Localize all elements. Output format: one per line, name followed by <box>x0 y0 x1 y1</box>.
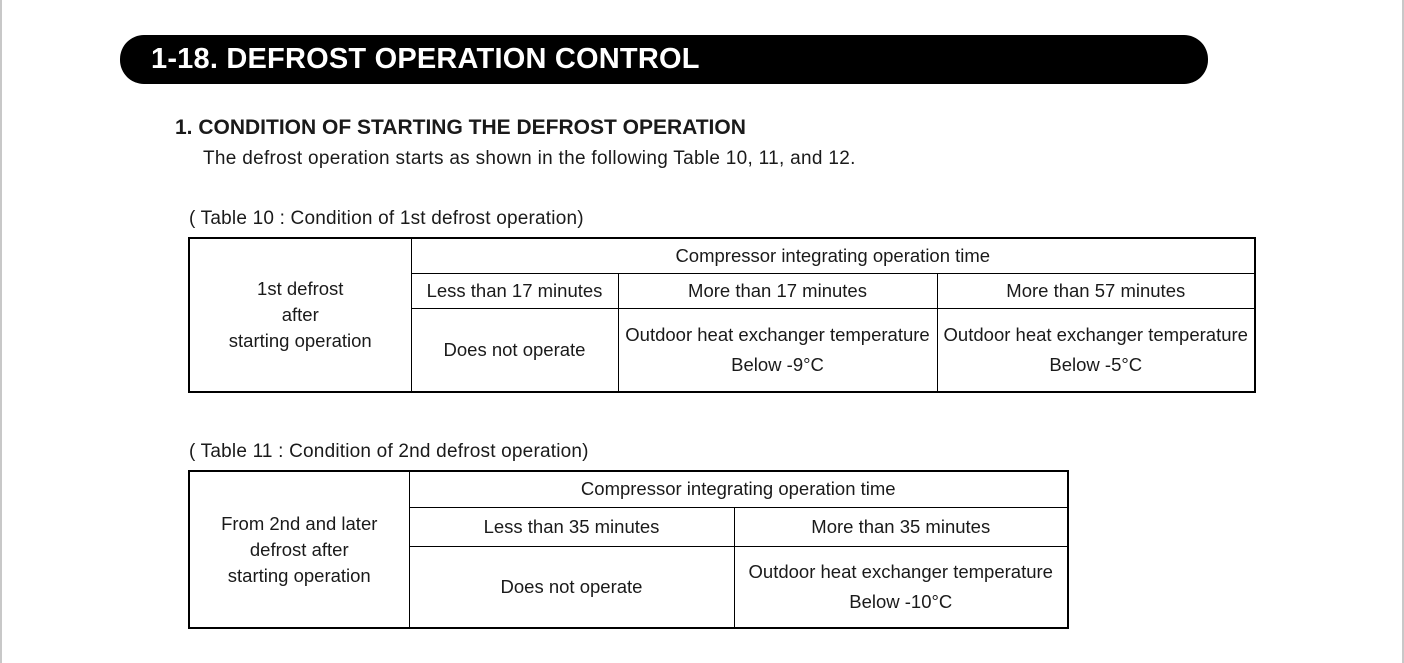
table10-row-header <box>189 238 411 392</box>
table10-cell-1-text: Does not operate <box>443 338 586 360</box>
table10-cell-1 <box>411 308 618 392</box>
table10-col-header-3: More than 57 minutes <box>937 273 1255 308</box>
table11-row-header-line3: starting operation <box>227 564 371 586</box>
table10-cell-3-line2: Below -5°C <box>1049 353 1143 375</box>
table11-cell-2-line1: Outdoor heat exchanger temperature <box>748 560 1053 582</box>
table11-cell-1 <box>409 546 734 628</box>
table10-cell-2 <box>618 308 937 392</box>
table11-row-header-line1: From 2nd and later <box>221 512 378 534</box>
page-left-border <box>0 0 2 663</box>
table11-cell-2 <box>734 546 1068 628</box>
table11-row-header <box>189 471 409 628</box>
table11-col-header-1: Less than 35 minutes <box>409 507 734 546</box>
section-title: 1-18. DEFROST OPERATION CONTROL <box>120 35 1208 84</box>
table10-cell-3-line1: Outdoor heat exchanger temperature <box>943 323 1248 345</box>
table10-row-header-line2: after <box>281 304 319 325</box>
table11-col-header-2: More than 35 minutes <box>734 507 1068 546</box>
table10-cell-2-line2: Below -9°C <box>731 353 824 375</box>
table10-cell-2-line1: Outdoor heat exchanger temperature <box>625 323 930 345</box>
table10-row-header-line1: 1st defrost <box>257 278 344 299</box>
intro-text: The defrost operation starts as shown in the following Table 10, 11, and 12. <box>203 148 856 169</box>
table10-cell-3 <box>937 308 1255 392</box>
table10-col-header-2: More than 17 minutes <box>618 273 937 308</box>
table10-col-header-1: Less than 17 minutes <box>411 273 618 308</box>
table10 <box>188 237 1256 393</box>
table11-cell-2-line2: Below -10°C <box>849 590 953 612</box>
table11-caption: ( Table 11 : Condition of 2nd defrost operation) <box>189 441 589 462</box>
table11 <box>188 470 1069 629</box>
table11-row-header-line2: defrost after <box>249 538 349 560</box>
table11-group-header: Compressor integrating operation time <box>409 471 1068 507</box>
table11-cell-1-text: Does not operate <box>500 575 643 597</box>
subsection-title: 1. CONDITION OF STARTING THE DEFROST OPERATION <box>175 116 746 139</box>
table10-group-header: Compressor integrating operation time <box>411 238 1255 273</box>
table10-caption: ( Table 10 : Condition of 1st defrost operation) <box>189 208 584 229</box>
table10-row-header-line3: starting operation <box>228 330 372 351</box>
